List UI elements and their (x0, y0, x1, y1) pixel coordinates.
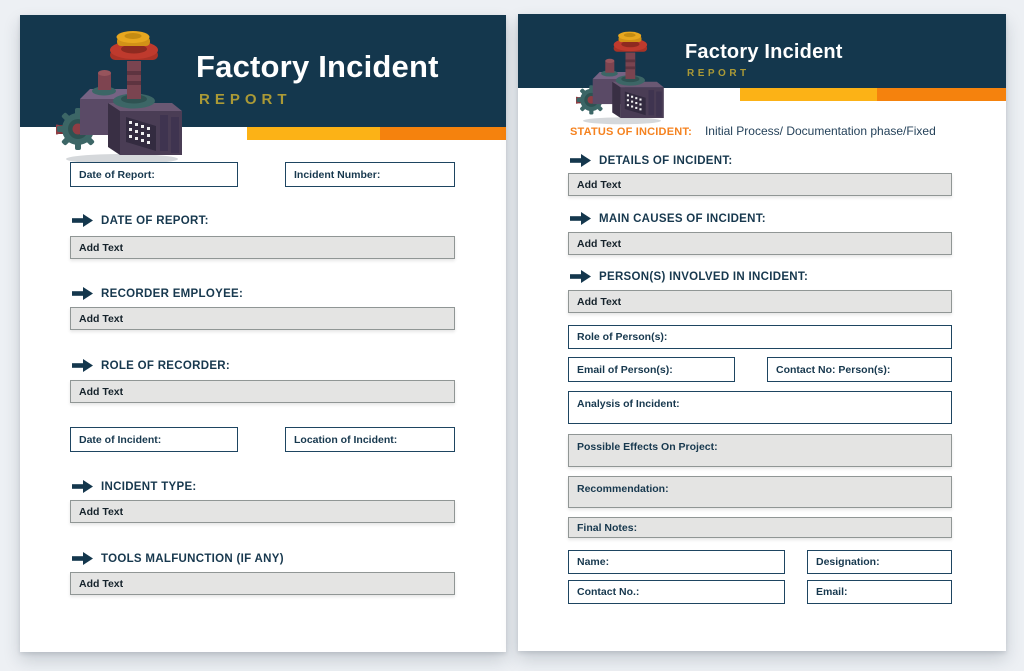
section-main-causes-label: MAIN CAUSES OF INCIDENT: (599, 212, 766, 225)
arrow-icon (72, 359, 93, 372)
page1-title: Factory Incident (196, 49, 439, 84)
section-tools-malfunction-label: TOOLS MALFUNCTION (IF ANY) (101, 552, 284, 565)
field-name[interactable] (568, 550, 785, 574)
factory-machine-illustration (576, 26, 668, 125)
page2-subtitle: REPORT (687, 68, 750, 79)
field-final-notes[interactable] (568, 517, 952, 538)
input-tools-malfunction[interactable] (70, 572, 455, 595)
section-persons-involved-label: PERSON(S) INVOLVED IN INCIDENT: (599, 270, 809, 283)
field-analysis-of-incident-label: Analysis of Incident: (577, 398, 680, 410)
input-incident-type[interactable] (70, 500, 455, 523)
field-contact-no-persons[interactable] (767, 357, 952, 382)
arrow-icon (72, 287, 93, 300)
field-location-of-incident[interactable] (285, 427, 455, 452)
accent-bar-orange (380, 127, 506, 140)
input-role-of-recorder[interactable] (70, 380, 455, 403)
section-date-of-report (72, 214, 209, 227)
input-date-of-report[interactable] (70, 236, 455, 259)
field-email[interactable] (807, 580, 952, 604)
accent-bar-orange (877, 88, 1006, 101)
accent-bar-amber (740, 88, 877, 101)
field-incident-number[interactable] (285, 162, 455, 187)
input-tools-malfunction-placeholder: Add Text (79, 577, 124, 590)
report-page-1 (20, 15, 506, 652)
field-possible-effects[interactable] (568, 434, 952, 467)
input-recorder-employee-placeholder: Add Text (79, 312, 124, 325)
input-details-of-incident[interactable] (568, 173, 952, 196)
input-role-of-recorder-placeholder: Add Text (79, 385, 124, 398)
field-date-of-report-label: Date of Report: (79, 168, 155, 181)
arrow-icon (570, 270, 591, 283)
field-analysis-of-incident[interactable] (568, 391, 952, 424)
field-email-of-persons-label: Email of Person(s): (577, 363, 673, 376)
arrow-icon (72, 480, 93, 493)
field-incident-number-label: Incident Number: (294, 168, 381, 181)
section-recorder-employee (72, 287, 243, 300)
input-persons-involved-placeholder: Add Text (577, 295, 622, 308)
field-name-label: Name: (577, 556, 610, 568)
input-main-causes[interactable] (568, 232, 952, 255)
arrow-icon (570, 154, 591, 167)
section-tools-malfunction (72, 552, 284, 565)
section-incident-type-label: INCIDENT TYPE: (101, 480, 197, 493)
field-recommendation-label: Recommendation: (577, 483, 669, 495)
field-designation-label: Designation: (816, 556, 880, 568)
input-incident-type-placeholder: Add Text (79, 505, 124, 518)
page1-subtitle: REPORT (199, 91, 292, 108)
section-incident-type (72, 480, 197, 493)
arrow-icon (72, 214, 93, 227)
report-page-2 (518, 14, 1006, 651)
field-role-of-persons-label: Role of Person(s): (577, 331, 668, 343)
input-main-causes-placeholder: Add Text (577, 237, 622, 250)
section-main-causes (570, 212, 766, 225)
field-email-of-persons[interactable] (568, 357, 735, 382)
field-recommendation[interactable] (568, 476, 952, 508)
input-details-of-incident-placeholder: Add Text (577, 178, 622, 191)
field-email-label: Email: (816, 586, 848, 598)
section-details-of-incident-label: DETAILS OF INCIDENT: (599, 154, 733, 167)
field-contact-no-persons-label: Contact No: Person(s): (776, 363, 891, 376)
field-date-of-incident[interactable] (70, 427, 238, 452)
field-contact-no[interactable] (568, 580, 785, 604)
field-date-of-incident-label: Date of Incident: (79, 433, 162, 446)
field-designation[interactable] (807, 550, 952, 574)
input-recorder-employee[interactable] (70, 307, 455, 330)
section-role-of-recorder (72, 359, 230, 372)
input-date-of-report-placeholder: Add Text (79, 241, 124, 254)
section-details-of-incident (570, 154, 733, 167)
arrow-icon (570, 212, 591, 225)
status-of-incident-row (570, 124, 990, 138)
section-date-of-report-label: DATE OF REPORT: (101, 214, 209, 227)
field-final-notes-label: Final Notes: (577, 521, 638, 534)
field-role-of-persons[interactable] (568, 325, 952, 349)
arrow-icon (72, 552, 93, 565)
section-persons-involved (570, 270, 808, 283)
page2-title: Factory Incident (685, 41, 843, 63)
field-location-of-incident-label: Location of Incident: (294, 433, 398, 446)
factory-machine-illustration (56, 23, 188, 165)
section-role-of-recorder-label: ROLE OF RECORDER: (101, 359, 231, 372)
field-date-of-report[interactable] (70, 162, 238, 187)
status-of-incident-label: STATUS OF INCIDENT: (570, 126, 692, 138)
section-recorder-employee-label: RECORDER EMPLOYEE: (101, 287, 244, 300)
input-persons-involved[interactable] (568, 290, 952, 313)
status-of-incident-value: Initial Process/ Documentation phase/Fixed (704, 124, 936, 138)
field-possible-effects-label: Possible Effects On Project: (577, 441, 718, 453)
accent-bar-amber (247, 127, 380, 140)
field-contact-no-label: Contact No.: (577, 586, 640, 598)
